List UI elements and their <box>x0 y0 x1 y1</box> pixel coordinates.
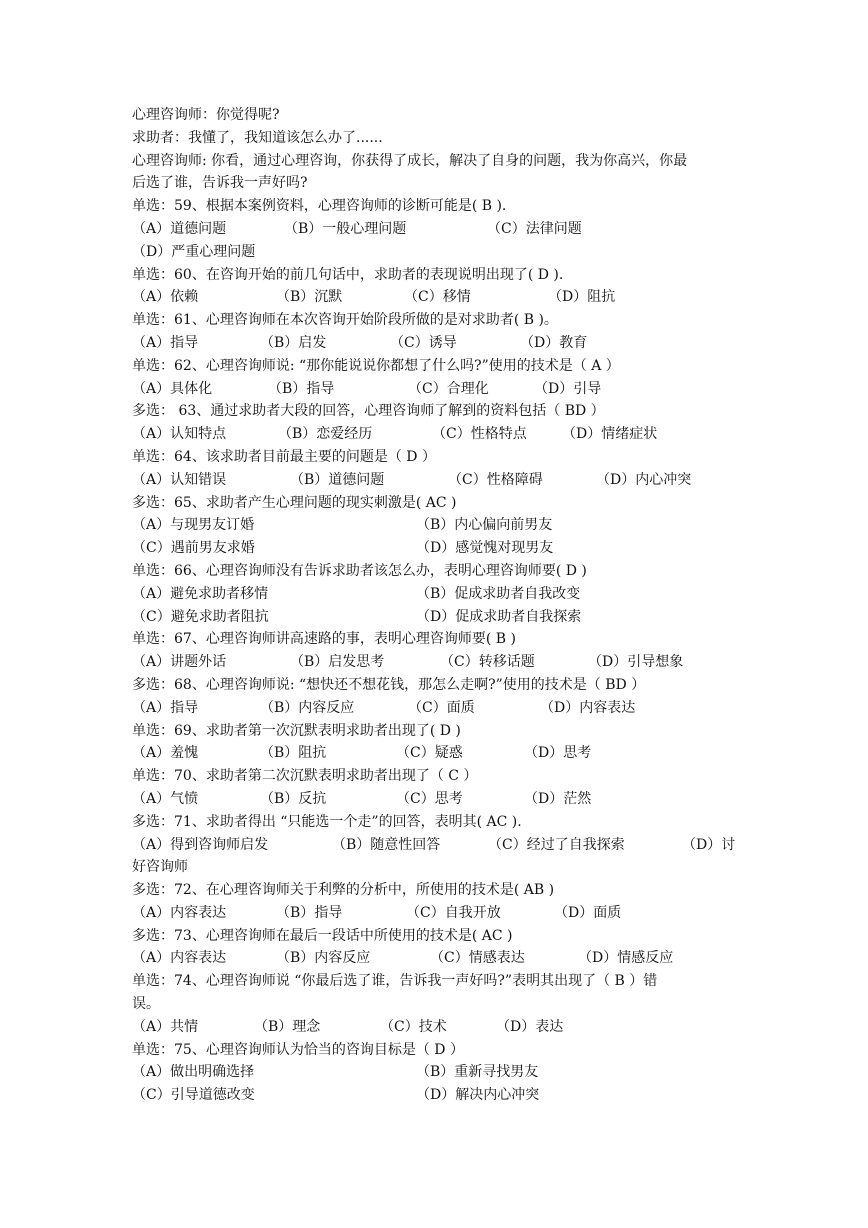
option-c: （C）避免求助者阻抗 <box>132 608 269 625</box>
option-c: （C）情感表达 <box>430 950 525 967</box>
question-65-options-row <box>132 514 748 537</box>
option-c: （C）诱导 <box>390 334 457 351</box>
question-67-stem: 单选：67、心理咨询师讲高速路的事，表明心理咨询师要( B ) <box>132 631 516 648</box>
option-b: （B）启发 <box>260 334 327 351</box>
option-a: （A）做出明确选择 <box>132 1064 255 1081</box>
option-a: （A）道德问题 <box>132 220 227 237</box>
option-d: （D）思考 <box>524 745 592 762</box>
option-b: （B）内心偏向前男友 <box>416 517 553 534</box>
option-b: （B）反抗 <box>260 790 327 807</box>
option-c: （C）合理化 <box>408 380 489 397</box>
option-a: （A）内容表达 <box>132 904 227 921</box>
option-b: （B）理念 <box>254 1018 321 1035</box>
option-d: （D）教育 <box>520 334 588 351</box>
option-b: （B）一般心理问题 <box>284 220 407 237</box>
option-b: （B）内容反应 <box>276 950 371 967</box>
question-74-options-row <box>132 1016 748 1039</box>
option-c: （C）疑惑 <box>396 745 463 762</box>
question-64-options-row <box>132 469 748 492</box>
option-a: （A）与现男友订婚 <box>132 517 255 534</box>
option-c: （C）经过了自我探索 <box>488 836 625 853</box>
question-64-stem: 单选：64、该求助者目前最主要的问题是（ D ） <box>132 448 436 465</box>
option-d: （D）解决内心冲突 <box>416 1087 540 1104</box>
question-68-stem: 多选：68、心理咨询师说: “想快还不想花钱，那怎么走啊?”使用的技术是（ BD ） <box>132 676 646 693</box>
option-a: （A）具体化 <box>132 380 213 397</box>
option-a: （A）共情 <box>132 1018 199 1035</box>
option-d: （D）引导想象 <box>588 654 684 671</box>
option-c: （C）技术 <box>380 1018 447 1035</box>
dialogue-line: 心理咨询师：你觉得呢? <box>132 107 280 123</box>
option-c: （C）性格特点 <box>432 426 527 443</box>
question-73-stem: 多选：73、心理咨询师在最后一段话中所使用的技术是( AC ) <box>132 927 513 944</box>
option-d: （D）表达 <box>496 1018 564 1035</box>
question-68-options-row <box>132 697 748 720</box>
option-c: （C）思考 <box>396 790 463 807</box>
question-73-options-row <box>132 947 748 970</box>
question-75-options-row <box>132 1084 748 1107</box>
question-59-options-row <box>132 218 748 241</box>
question-75-stem: 单选：75、心理咨询师认为恰当的咨询目标是（ D ） <box>132 1041 464 1058</box>
option-b: （B）恋爱经历 <box>278 426 373 443</box>
option-a: （A）避免求助者移情 <box>132 585 269 602</box>
question-61-stem: 单选：61、心理咨询师在本次咨询开始阶段所做的是对求助者( B )。 <box>132 312 558 329</box>
option-b: （B）重新寻找男友 <box>416 1064 539 1081</box>
question-59-stem: 单选：59、根据本案例资料，心理咨询师的诊断可能是( B ). <box>132 198 507 215</box>
question-75-options-row <box>132 1061 748 1084</box>
option-c: （C）性格障碍 <box>448 471 543 488</box>
option-c: （C）面质 <box>408 699 475 716</box>
question-62-options-row <box>132 378 748 401</box>
question-66-options-row <box>132 606 748 629</box>
option-b: （B）指导 <box>268 380 335 397</box>
question-69-options-row <box>132 742 748 765</box>
question-70-options-row <box>132 788 748 811</box>
option-c: （C）引导道德改变 <box>132 1087 255 1104</box>
question-65-stem: 多选：65、求助者产生心理问题的现实刺激是( AC ) <box>132 494 457 511</box>
option-a: （A）认知特点 <box>132 426 227 443</box>
option-b: （B）促成求助者自我改变 <box>416 585 581 602</box>
question-74-continuation: 误。 <box>132 996 160 1013</box>
question-59-options-row <box>132 241 748 264</box>
option-a: （A）讲题外话 <box>132 654 227 671</box>
dialogue-line: 求助者：我懂了，我知道该怎么办了...... <box>132 129 383 146</box>
question-70-stem: 单选：70、求助者第二次沉默表明求助者出现了（ C ） <box>132 768 478 785</box>
option-d: （D）内容表达 <box>540 699 636 716</box>
option-a: （A）依赖 <box>132 289 199 306</box>
question-72-stem: 多选：72、在心理咨询师关于利弊的分析中，所使用的技术是( AB ) <box>132 882 555 899</box>
question-71-options-row <box>132 834 748 857</box>
option-c: （C）转移话题 <box>440 654 535 671</box>
option-d: （D）内心冲突 <box>596 471 692 488</box>
question-71-stem: 多选：71、求助者得出 “只能选一个走”的回答，表明其( AC ). <box>132 813 522 830</box>
document-page <box>132 104 748 1107</box>
question-67-options-row <box>132 651 748 674</box>
option-b: （B）随意性回答 <box>332 836 441 853</box>
question-63-options-row <box>132 423 748 446</box>
option-d: （D）感觉愧对现男友 <box>416 540 554 557</box>
option-d: （D）严重心理问题 <box>132 243 256 260</box>
option-a: （A）指导 <box>132 334 199 351</box>
option-b: （B）阻抗 <box>260 745 327 762</box>
option-c: （C）法律问题 <box>487 220 582 237</box>
option-b: （B）启发思考 <box>290 654 385 671</box>
question-60-stem: 单选：60、在咨询开始的前几句话中，求助者的表现说明出现了( D ). <box>132 266 564 283</box>
question-72-options-row <box>132 902 748 925</box>
option-c: （C）自我开放 <box>406 904 501 921</box>
question-66-options-row <box>132 583 748 606</box>
option-d: （D）阻抗 <box>548 289 616 306</box>
option-d: （D）面质 <box>554 904 622 921</box>
option-d: （D）情绪症状 <box>562 426 658 443</box>
question-61-options-row <box>132 332 748 355</box>
question-62-stem: 单选：62、心理咨询师说: “那你能说说你都想了什么吗?”使用的技术是（ A ） <box>132 357 620 374</box>
option-d: （D）情感反应 <box>578 950 674 967</box>
option-d: （D）讨 <box>682 836 736 853</box>
option-a: （A）内容表达 <box>132 950 227 967</box>
question-60-options-row <box>132 286 748 309</box>
question-71-continuation: 好咨询师 <box>132 859 188 876</box>
option-c: （C）移情 <box>404 289 471 306</box>
option-c: （C）遇前男友求婚 <box>132 540 255 557</box>
option-d: （D）促成求助者自我探索 <box>416 608 582 625</box>
option-a: （A）气愤 <box>132 790 199 807</box>
question-74-stem: 单选：74、心理咨询师说 “你最后选了谁，告诉我一声好吗?”表明其出现了（ B ）错 <box>132 973 658 990</box>
option-a: （A）羞愧 <box>132 745 199 762</box>
option-a: （A）认知错误 <box>132 471 227 488</box>
option-b: （B）沉默 <box>276 289 343 306</box>
option-a: （A）指导 <box>132 699 199 716</box>
question-66-stem: 单选：66、心理咨询师没有告诉求助者该怎么办，表明心理咨询师要( D ) <box>132 562 587 579</box>
question-69-stem: 单选：69、求助者第一次沉默表明求助者出现了( D ) <box>132 722 461 739</box>
option-b: （B）内容反应 <box>260 699 355 716</box>
option-a: （A）得到咨询师启发 <box>132 836 269 853</box>
option-b: （B）道德问题 <box>290 471 385 488</box>
dialogue-line: 心理咨询师: 你看，通过心理咨询，你获得了成长，解决了自身的问题，我为你高兴，你最 <box>132 152 688 169</box>
question-63-stem: 多选： 63、通过求助者大段的回答，心理咨询师了解到的资料包括（ BD ） <box>132 403 605 420</box>
option-d: （D）茫然 <box>524 790 592 807</box>
dialogue-line: 后选了谁，告诉我一声好吗? <box>132 175 308 192</box>
option-d: （D）引导 <box>534 380 602 397</box>
question-65-options-row <box>132 537 748 560</box>
option-b: （B）指导 <box>276 904 343 921</box>
